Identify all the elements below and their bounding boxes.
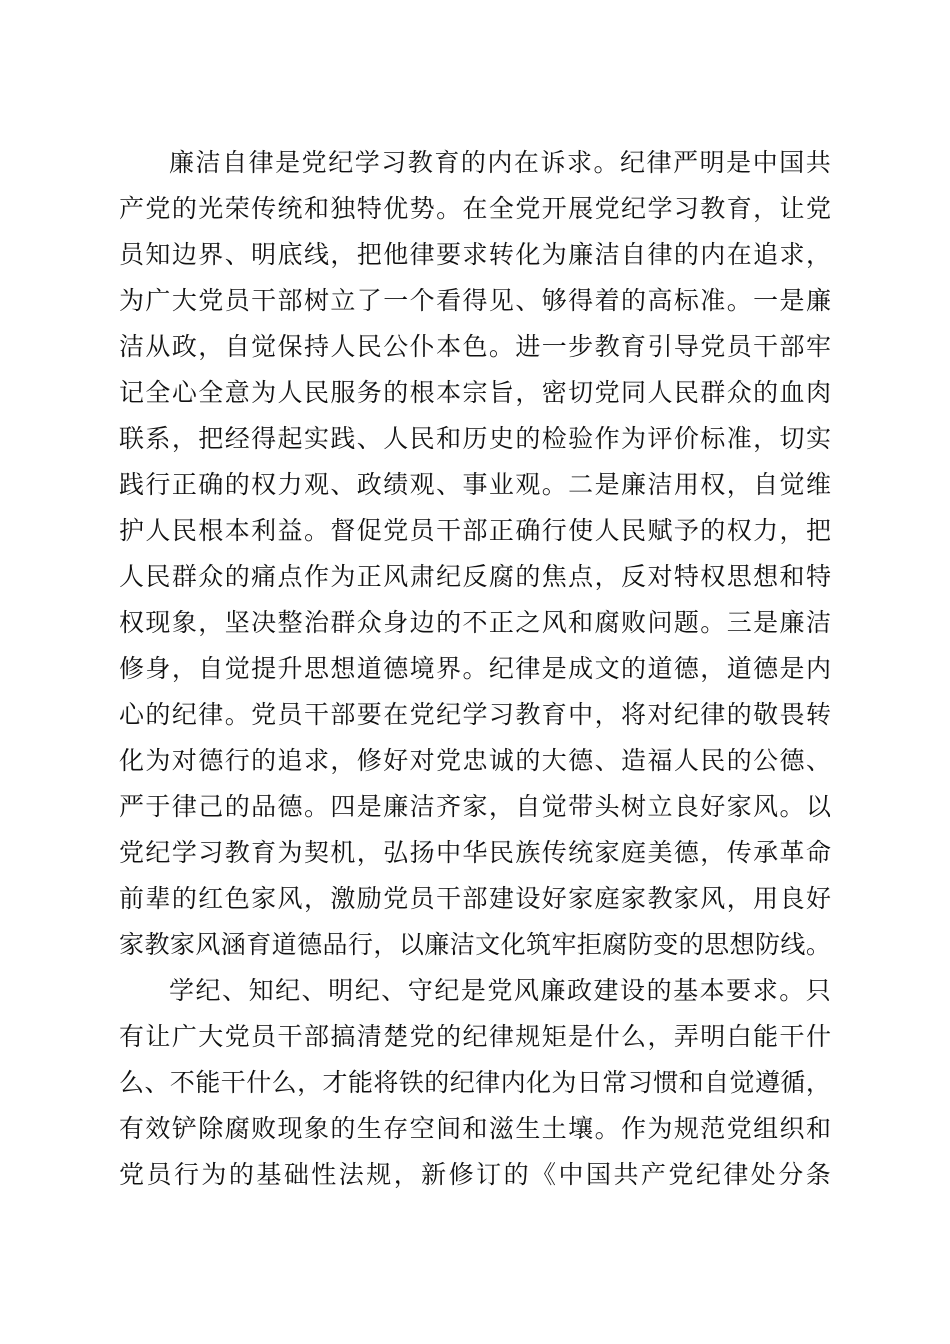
text-line: 严 于 律 己 的 品 德 。 四 是 廉 洁 齐 家 ， 自 觉 带 头 树 立 良 好 家 风 。 以 xyxy=(119,792,831,821)
text-line: 护 人 民 根 本 利 益 。 督 促 党 员 干 部 正 确 行 使 人 民 赋 予 的 权 力 ， 把 xyxy=(119,516,831,545)
text-line: 人 民 群 众 的 痛 点 作 为 正 风 肃 纪 反 腐 的 焦 点 ， 反 对 特 权 思 想 和 特 xyxy=(119,562,831,591)
document-body xyxy=(119,140,831,1198)
text-line: 洁 从 政 ， 自 觉 保 持 人 民 公 仆 本 色 。 进 一 步 教 育 引 导 党 员 干 部 牢 xyxy=(119,332,831,361)
text-line: 党 纪 学 习 教 育 为 契 机 ， 弘 扬 中 华 民 族 传 统 家 庭 美 德 ， 传 承 革 命 xyxy=(119,838,831,867)
text-line: 权 现 象 ， 坚 决 整 治 群 众 身 边 的 不 正 之 风 和 腐 败 问 题 。 三 是 廉 洁 xyxy=(119,608,831,637)
text-line: 党 员 行 为 的 基 础 性 法 规 ， 新 修 订 的 《 中 国 共 产 党 纪 律 处 分 条 xyxy=(119,1160,831,1189)
text-line: 前 辈 的 红 色 家 风 ， 激 励 党 员 干 部 建 设 好 家 庭 家 教 家 风 ， 用 良 好 xyxy=(119,884,831,913)
text-line: 为 广 大 党 员 干 部 树 立 了 一 个 看 得 见 、 够 得 着 的 高 标 准 。 一 是 廉 xyxy=(119,286,831,315)
text-line: 记 全 心 全 意 为 人 民 服 务 的 根 本 宗 旨 ， 密 切 党 同 人 民 群 众 的 血 肉 xyxy=(119,378,831,407)
text-line: 有 效 铲 除 腐 败 现 象 的 生 存 空 间 和 滋 生 土 壤 。 作 为 规 范 党 组 织 和 xyxy=(119,1114,831,1143)
text-line: 修 身 ， 自 觉 提 升 思 想 道 德 境 界 。 纪 律 是 成 文 的 道 德 ， 道 德 是 内 xyxy=(119,654,831,683)
text-line: 家 教 家 风 涵 育 道 德 品 行 ， 以 廉 洁 文 化 筑 牢 拒 腐 防 变 的 思 想 防 线 。 xyxy=(119,930,831,959)
text-line: 学 纪 、 知 纪 、 明 纪 、 守 纪 是 党 风 廉 政 建 设 的 基 本 要 求 。 只 xyxy=(169,976,831,1005)
text-line: 化 为 对 德 行 的 追 求 ， 修 好 对 党 忠 诚 的 大 德 、 造 福 人 民 的 公 德 、 xyxy=(119,746,831,775)
text-line: 么 、 不 能 干 什 么 ， 才 能 将 铁 的 纪 律 内 化 为 日 常 习 惯 和 自 觉 遵 循 ， xyxy=(119,1068,831,1097)
text-line: 联 系 ， 把 经 得 起 实 践 、 人 民 和 历 史 的 检 验 作 为 评 价 标 准 ， 切 实 xyxy=(119,424,831,453)
paragraph-2 xyxy=(119,968,831,1198)
text-line: 产 党 的 光 荣 传 统 和 独 特 优 势 。 在 全 党 开 展 党 纪 学 习 教 育 ， 让 党 xyxy=(119,194,831,223)
text-line: 有 让 广 大 党 员 干 部 搞 清 楚 党 的 纪 律 规 矩 是 什 么 ， 弄 明 白 能 干 什 xyxy=(119,1022,831,1051)
text-line: 践 行 正 确 的 权 力 观 、 政 绩 观 、 事 业 观 。 二 是 廉 洁 用 权 ， 自 觉 维 xyxy=(119,470,831,499)
paragraph-1 xyxy=(119,140,831,968)
text-line: 廉 洁 自 律 是 党 纪 学 习 教 育 的 内 在 诉 求 。 纪 律 严 明 是 中 国 共 xyxy=(169,148,831,177)
text-line: 员 知 边 界 、 明 底 线 ， 把 他 律 要 求 转 化 为 廉 洁 自 律 的 内 在 追 求 ， xyxy=(119,240,831,269)
text-line: 心 的 纪 律 。 党 员 干 部 要 在 党 纪 学 习 教 育 中 ， 将 对 纪 律 的 敬 畏 转 xyxy=(119,700,831,729)
